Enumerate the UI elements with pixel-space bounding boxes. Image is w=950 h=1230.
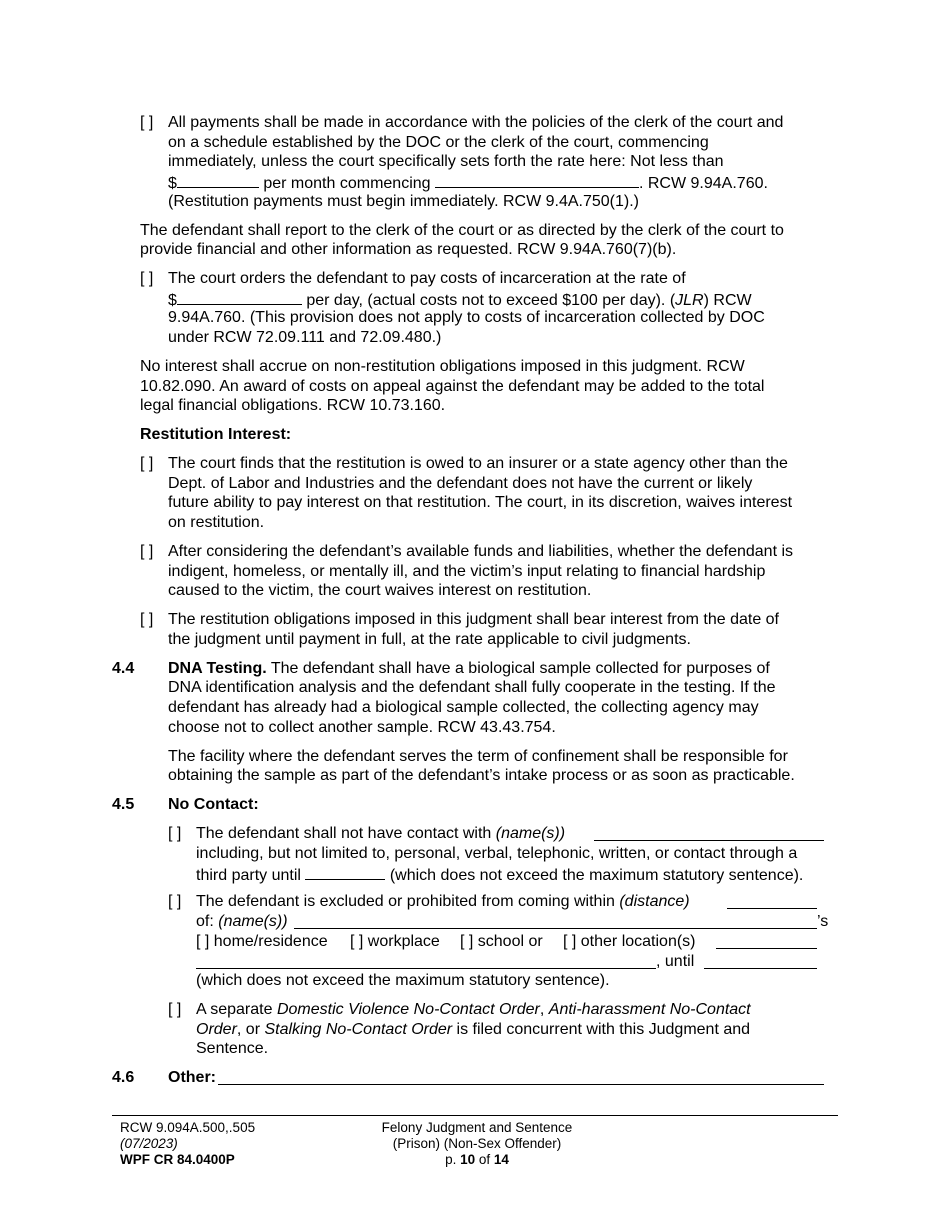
- possessive-s: ’s: [817, 913, 829, 930]
- third-party-text: third party until: [196, 867, 306, 884]
- jlr-text: JLR: [675, 292, 704, 309]
- payments-line-1: All payments shall be made in accordance with the policies of the clerk of the court and: [168, 114, 784, 131]
- incarceration-line-1: The court orders the defendant to pay costs of incarceration at the rate of: [168, 270, 686, 287]
- dna-p2-line-2: obtaining the sample as part of the defendant’s intake process or as soon as practicable.: [168, 767, 795, 784]
- payments-line-3: immediately, unless the court specifically sets forth the rate here: Not less than: [168, 153, 724, 170]
- statutory-text: (which does not exceed the maximum statutory sentence).: [385, 867, 804, 884]
- restitution-a-line-1: The court finds that the restitution is owed to an insurer or a state agency other than the: [168, 455, 788, 472]
- no-contact-a-line-2: including, but not limited to, personal, verbal, telephonic, written, or contact through a: [196, 845, 798, 862]
- interest-line-2: 10.82.090. An award of costs on appeal against the defendant may be added to the total: [140, 378, 765, 395]
- excluded-names-blank[interactable]: [294, 913, 817, 929]
- restitution-b-line-3: caused to the victim, the court waives interest on restitution.: [168, 582, 592, 599]
- no-contact-b-checkbox[interactable]: [ ]: [168, 893, 182, 910]
- section-number-4-6: 4.6: [112, 1069, 135, 1086]
- location-school[interactable]: [ ] school or: [460, 933, 543, 950]
- dna-line-4: choose not to collect another sample. RCW 43.43.754.: [168, 719, 556, 736]
- page-total: 14: [493, 1152, 509, 1167]
- incarceration-checkbox[interactable]: [ ]: [140, 270, 154, 287]
- footer-title-2: (Prison) (Non-Sex Offender): [392, 1136, 562, 1151]
- per-month-text: per month commencing: [258, 175, 435, 192]
- restitution-c-line-2: the judgment until payment in full, at the rate applicable to civil judgments.: [168, 631, 691, 648]
- daily-rate-blank[interactable]: [177, 289, 302, 305]
- no-contact-a-checkbox[interactable]: [ ]: [168, 825, 182, 842]
- payments-line-4: [168, 172, 768, 194]
- restitution-b-line-1: After considering the defendant’s available funds and liabilities, whether the defendant is: [168, 543, 794, 560]
- stalking-order-text: Stalking No-Contact Order: [264, 1021, 453, 1038]
- per-day-text: per day, (actual costs not to exceed $100 per day). (: [301, 292, 676, 309]
- rcw-ref: . RCW 9.94A.760.: [638, 175, 768, 192]
- monthly-amount-blank[interactable]: [177, 172, 259, 188]
- restitution-interest-heading: Restitution Interest:: [140, 426, 292, 443]
- no-contact-c-line-3: Sentence.: [196, 1040, 269, 1057]
- no-contact-b-line-2: [196, 912, 288, 932]
- restitution-b-line-2: indigent, homeless, or mentally ill, and the victim’s input relating to financial hardship: [168, 563, 766, 580]
- other-label: Other:: [168, 1069, 216, 1086]
- other-location-blank-2[interactable]: [196, 953, 656, 969]
- names-label: (name(s)): [495, 825, 566, 842]
- page-number: 10: [460, 1152, 476, 1167]
- dollar-sign: $: [168, 292, 177, 309]
- order-text: Order: [196, 1021, 237, 1038]
- interest-line-3: legal financial obligations. RCW 10.73.160.: [140, 397, 446, 414]
- footer-title-1: Felony Judgment and Sentence: [381, 1120, 573, 1135]
- restitution-c-checkbox[interactable]: [ ]: [140, 611, 154, 628]
- report-line-1: The defendant shall report to the clerk of the court or as directed by the clerk of the court to: [140, 222, 784, 239]
- no-contact-c-line-2: [196, 1020, 750, 1040]
- footer-date: (07/2023): [120, 1136, 178, 1151]
- no-contact-text: The defendant shall not have contact with: [196, 825, 496, 842]
- until-date-blank[interactable]: [305, 864, 385, 880]
- contact-names-blank[interactable]: [594, 825, 824, 841]
- restitution-a-line-4: on restitution.: [168, 514, 265, 531]
- interest-line-1: No interest shall accrue on non-restitution obligations imposed in this judgment. RCW: [140, 358, 745, 375]
- payments-line-2: on a schedule established by the DOC or the clerk of the court, commencing: [168, 134, 709, 151]
- dna-title: DNA Testing.: [168, 660, 267, 677]
- page-of: of: [475, 1152, 494, 1167]
- no-contact-title: No Contact:: [168, 796, 259, 813]
- incarceration-line-4: under RCW 72.09.111 and 72.09.480.): [168, 329, 442, 346]
- restitution-b-checkbox[interactable]: [ ]: [140, 543, 154, 560]
- other-location-blank[interactable]: [716, 933, 817, 949]
- section-number-4-5: 4.5: [112, 796, 135, 813]
- comma-text: ,: [539, 1001, 549, 1018]
- rcw-text: ) RCW: [703, 292, 752, 309]
- restitution-a-checkbox[interactable]: [ ]: [140, 455, 154, 472]
- other-blank[interactable]: [218, 1069, 824, 1085]
- dollar-sign: $: [168, 175, 177, 192]
- or-text: , or: [236, 1021, 265, 1038]
- dna-text: The defendant shall have a biological sample collected for purposes of: [266, 660, 770, 677]
- names-label: (name(s)): [218, 913, 288, 930]
- location-workplace[interactable]: [ ] workplace: [350, 933, 440, 950]
- incarceration-line-3: 9.94A.760. (This provision does not apply to costs of incarceration collected by DOC: [168, 309, 765, 326]
- of-text: of:: [196, 913, 219, 930]
- page-prefix: p.: [445, 1152, 461, 1167]
- dna-p2-line-1: The facility where the defendant serves the term of confinement shall be responsible for: [168, 748, 788, 765]
- restitution-a-line-2: Dept. of Labor and Industries and the defendant does not have the current or likely: [168, 475, 753, 492]
- payments-checkbox[interactable]: [ ]: [140, 114, 154, 131]
- distance-blank[interactable]: [727, 893, 817, 909]
- section-number-4-4: 4.4: [112, 660, 135, 677]
- location-home[interactable]: [ ] home/residence: [196, 933, 328, 950]
- no-contact-a-line-3: [196, 864, 803, 886]
- no-contact-b-line-1: [196, 892, 690, 912]
- dv-order-text: Domestic Violence No-Contact Order: [276, 1001, 540, 1018]
- distance-label: (distance): [619, 893, 690, 910]
- dna-line-3: defendant has already had a biological sample collected, the collecting agency may: [168, 699, 759, 716]
- anti-harassment-text: Anti-harassment No-Contact: [548, 1001, 751, 1018]
- no-contact-c-line-1: [196, 1000, 751, 1020]
- excluded-text: The defendant is excluded or prohibited from coming within: [196, 893, 620, 910]
- excluded-until-blank[interactable]: [704, 953, 817, 969]
- footer-page: [377, 1152, 577, 1169]
- dna-line-2: DNA identification analysis and the defendant shall fully cooperate in the testing. If the: [168, 679, 776, 696]
- restitution-c-line-1: The restitution obligations imposed in this judgment shall bear interest from the date of: [168, 611, 779, 628]
- footer-form-number: WPF CR 84.0400P: [120, 1152, 235, 1167]
- footer-rcw: RCW 9.094A.500,.505: [120, 1120, 256, 1135]
- no-contact-b-line-5: (which does not exceed the maximum statutory sentence).: [196, 972, 610, 989]
- no-contact-c-checkbox[interactable]: [ ]: [168, 1001, 182, 1018]
- commencing-date-blank[interactable]: [435, 172, 639, 188]
- restitution-a-line-3: future ability to pay interest on that restitution. The court, in its discretion, waives interest: [168, 494, 793, 511]
- separate-text: A separate: [196, 1001, 277, 1018]
- no-contact-a-line-1: [196, 824, 565, 844]
- filed-text: is filed concurrent with this Judgment and: [452, 1021, 751, 1038]
- footer-rule: [112, 1115, 838, 1116]
- payments-line-5: (Restitution payments must begin immediately. RCW 9.4A.750(1).): [168, 193, 639, 210]
- report-line-2: provide financial and other information as requested. RCW 9.94A.760(7)(b).: [140, 241, 677, 258]
- dna-line-1: [168, 659, 770, 679]
- location-other[interactable]: [ ] other location(s): [563, 933, 696, 950]
- until-text: , until: [656, 953, 695, 970]
